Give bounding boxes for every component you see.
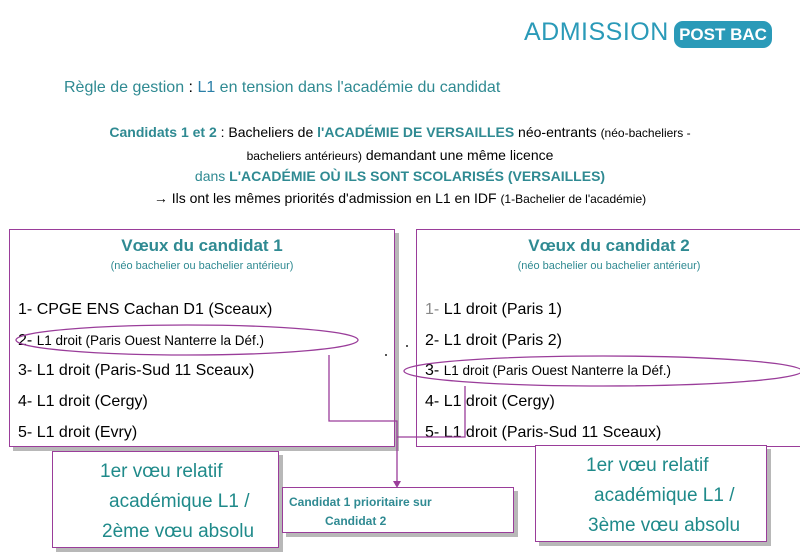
logo-wordmark: ADMISSION [524, 18, 669, 46]
item-number: 3- [18, 362, 33, 379]
candidate-1-title: Vœux du candidat 1 [121, 236, 283, 255]
item-number: 4- [425, 393, 440, 410]
rule-label: Règle de gestion [64, 79, 185, 96]
item-text: L1 droit (Cergy) [443, 393, 555, 410]
intro-candidates: Candidats 1 et 2 [109, 124, 217, 140]
callout-candidate-2 [535, 445, 767, 542]
candidate-2-title: Vœux du candidat 2 [528, 236, 690, 255]
callout-line-2: académique L1 / [109, 491, 250, 512]
rule-text: en tension dans l'académie du candidat [215, 79, 501, 96]
highlight-ellipse-candidate-1 [16, 325, 358, 355]
callout-line-3: 2ème vœu absolu [102, 521, 255, 542]
item-text: L1 droit (Paris 1) [443, 301, 562, 318]
item-number: 2- [425, 332, 440, 349]
item-number: 1- [425, 301, 440, 318]
item-number: 3- [425, 362, 440, 379]
connector-line-candidate-2 [397, 386, 465, 437]
callout-line-1: 1er vœu relatif [100, 461, 223, 482]
rule-separator: : [184, 79, 198, 96]
callout-line-1: 1er vœu relatif [586, 455, 709, 476]
item-number: 4- [18, 393, 33, 410]
item-text: L1 droit (Paris-Sud 11 Sceaux) [443, 424, 662, 441]
connector-line-candidate-1 [329, 355, 397, 483]
rule-l1: L1 [197, 79, 216, 96]
priority-line-1: Candidat 1 prioritaire sur [289, 495, 432, 509]
intro-text-c: (néo-bacheliers - [600, 126, 691, 140]
item-text: L1 droit (Paris Ouest Nanterre la Déf.) [36, 333, 265, 348]
callout-line-2: académique L1 / [594, 485, 735, 506]
logo-badge: POST BAC [674, 21, 772, 48]
item-text: CPGE ENS Cachan D1 (Sceaux) [36, 301, 273, 318]
item-number: 5- [425, 424, 440, 441]
item-text: L1 droit (Paris-Sud 11 Sceaux) [36, 362, 255, 379]
priority-note-box [282, 487, 514, 533]
callout-candidate-1 [52, 451, 279, 548]
intro-text-f: dans [194, 168, 230, 184]
item-number: 2- [18, 332, 33, 349]
item-text: L1 droit (Cergy) [36, 393, 148, 410]
intro-text-h: (1-Bachelier de l'académie) [500, 192, 647, 206]
candidate-1-subtitle: (néo bachelier ou bachelier antérieur) [110, 260, 294, 272]
item-text: L1 droit (Evry) [36, 424, 138, 441]
item-number: 1- [18, 301, 33, 318]
intro-text-b: néo-entrants [514, 124, 601, 140]
callout-line-3: 3ème vœu absolu [588, 515, 741, 536]
item-number: 5- [18, 424, 33, 441]
item-text: L1 droit (Paris 2) [443, 332, 562, 349]
intro-text-a: : Bacheliers de [216, 124, 318, 140]
highlight-ellipse-candidate-2 [404, 356, 800, 386]
intro-text-e: demandant une même licence [361, 147, 554, 163]
candidate-2-subtitle: (néo bachelier ou bachelier antérieur) [517, 260, 701, 272]
intro-text-d: bacheliers antérieurs) [246, 149, 362, 163]
intro-text-g: → Ils ont les mêmes priorités d'admission en L1 en IDF [153, 190, 501, 206]
dot-marker [406, 345, 408, 347]
item-text: L1 droit (Paris Ouest Nanterre la Déf.) [443, 363, 672, 378]
intro-academy-schooled: L'ACADÉMIE OÙ ILS SONT SCOLARISÉS (VERSAILLES) [229, 168, 606, 184]
dot-marker [385, 354, 387, 356]
priority-line-2: Candidat 2 [325, 514, 387, 528]
intro-academy: l'ACADÉMIE DE VERSAILLES [317, 124, 515, 140]
